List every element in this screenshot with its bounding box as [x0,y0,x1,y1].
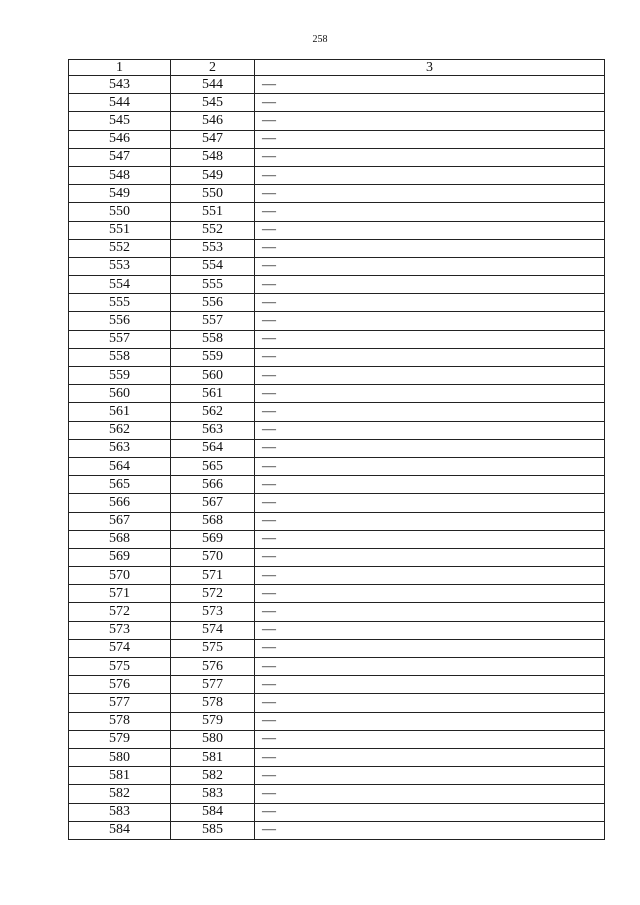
table-row [69,94,605,112]
table-cell-col3: — [255,221,605,239]
table-cell-col2: 573 [171,603,255,621]
table-cell-col1: 575 [69,658,171,676]
table-row [69,712,605,730]
table-cell-col2: 561 [171,385,255,403]
table-cell-col2: 569 [171,530,255,548]
table-cell-col1: 578 [69,712,171,730]
table-cell-col3: — [255,130,605,148]
table-cell-col2: 575 [171,639,255,657]
table-cell-col2: 578 [171,694,255,712]
table-cell-col2: 564 [171,439,255,457]
table-cell-col1: 550 [69,203,171,221]
table-row [69,476,605,494]
table-cell-col3: — [255,476,605,494]
table-cell-col3: — [255,567,605,585]
table-cell-col2: 574 [171,621,255,639]
table-cell-col3: — [255,548,605,566]
table-cell-col1: 584 [69,821,171,839]
table-cell-col2: 577 [171,676,255,694]
table-cell-col1: 551 [69,221,171,239]
table-cell-col1: 554 [69,276,171,294]
table-row [69,348,605,366]
table-cell-col1: 580 [69,748,171,766]
table-cell-col2: 556 [171,294,255,312]
table-cell-col2: 551 [171,203,255,221]
table-cell-col3: — [255,676,605,694]
table-cell-col3: — [255,730,605,748]
table-row [69,148,605,166]
table-cell-col2: 552 [171,221,255,239]
table-cell-col1: 562 [69,421,171,439]
table-cell-col3: — [255,76,605,94]
table-cell-col2: 550 [171,185,255,203]
table-cell-col3: — [255,385,605,403]
table-cell-col3: — [255,712,605,730]
table-cell-col3: — [255,658,605,676]
table-cell-col3: — [255,821,605,839]
table-cell-col3: — [255,294,605,312]
table-row [69,312,605,330]
table-row [69,421,605,439]
table-cell-col3: — [255,748,605,766]
table-cell-col2: 545 [171,94,255,112]
table-row [69,221,605,239]
table-cell-col2: 584 [171,803,255,821]
table-cell-col2: 582 [171,767,255,785]
table-cell-col1: 574 [69,639,171,657]
table-cell-col3: — [255,494,605,512]
header-cell-1: 1 [69,60,171,76]
table-cell-col3: — [255,203,605,221]
table-cell-col1: 555 [69,294,171,312]
table-row [69,294,605,312]
table-row [69,166,605,184]
table-row [69,239,605,257]
table-row [69,76,605,94]
table-row [69,567,605,585]
table-cell-col3: — [255,367,605,385]
table-cell-col2: 571 [171,567,255,585]
table-cell-col3: — [255,803,605,821]
table-cell-col3: — [255,330,605,348]
table-cell-col1: 583 [69,803,171,821]
table-cell-col2: 563 [171,421,255,439]
table-cell-col3: — [255,312,605,330]
table-row [69,494,605,512]
table-cell-col2: 568 [171,512,255,530]
table-cell-col3: — [255,257,605,275]
table-row [69,676,605,694]
table-cell-col3: — [255,112,605,130]
table-row [69,603,605,621]
table-cell-col3: — [255,621,605,639]
table-row [69,694,605,712]
table-cell-col1: 579 [69,730,171,748]
table-cell-col2: 576 [171,658,255,676]
table-cell-col2: 559 [171,348,255,366]
table-row [69,767,605,785]
table-row [69,621,605,639]
table-cell-col2: 553 [171,239,255,257]
table-cell-col1: 552 [69,239,171,257]
header-cell-2: 2 [171,60,255,76]
table-body [69,60,605,840]
page-number: 258 [312,34,328,45]
table-cell-col3: — [255,276,605,294]
table-cell-col3: — [255,439,605,457]
table-cell-col3: — [255,421,605,439]
table-row [69,403,605,421]
table-row [69,548,605,566]
table-cell-col2: 567 [171,494,255,512]
table-cell-col3: — [255,457,605,475]
table-row [69,785,605,803]
table-row [69,130,605,148]
table-cell-col3: — [255,530,605,548]
table-row [69,112,605,130]
table-cell-col1: 571 [69,585,171,603]
table-cell-col2: 570 [171,548,255,566]
table-cell-col1: 573 [69,621,171,639]
table-cell-col2: 544 [171,76,255,94]
table-row [69,803,605,821]
table-row [69,257,605,275]
table-cell-col2: 580 [171,730,255,748]
table-row [69,457,605,475]
table-row [69,530,605,548]
table-cell-col2: 583 [171,785,255,803]
table-cell-col3: — [255,694,605,712]
table-cell-col3: — [255,239,605,257]
table-cell-col1: 543 [69,76,171,94]
table-cell-col3: — [255,767,605,785]
table-cell-col3: — [255,639,605,657]
table-cell-col1: 577 [69,694,171,712]
table-cell-col2: 549 [171,166,255,184]
table-cell-col2: 566 [171,476,255,494]
table-cell-col1: 570 [69,567,171,585]
table-cell-col1: 572 [69,603,171,621]
table-cell-col2: 585 [171,821,255,839]
data-table [68,59,605,840]
table-row [69,385,605,403]
table-header-row [69,60,605,76]
table-cell-col1: 582 [69,785,171,803]
table-cell-col1: 581 [69,767,171,785]
table-cell-col3: — [255,185,605,203]
table-cell-col1: 576 [69,676,171,694]
table-row [69,748,605,766]
table-cell-col1: 559 [69,367,171,385]
table-cell-col1: 568 [69,530,171,548]
table-row [69,639,605,657]
table-cell-col2: 547 [171,130,255,148]
table-cell-col2: 555 [171,276,255,294]
table-row [69,330,605,348]
table-cell-col1: 565 [69,476,171,494]
table-cell-col2: 554 [171,257,255,275]
table-cell-col2: 581 [171,748,255,766]
table-cell-col2: 558 [171,330,255,348]
table-row [69,439,605,457]
table-row [69,821,605,839]
table-row [69,512,605,530]
table-cell-col3: — [255,403,605,421]
table-cell-col1: 556 [69,312,171,330]
table-cell-col1: 560 [69,385,171,403]
table-row [69,367,605,385]
table-cell-col1: 548 [69,166,171,184]
table-row [69,585,605,603]
table-row [69,730,605,748]
table-cell-col1: 563 [69,439,171,457]
table-cell-col1: 553 [69,257,171,275]
table-cell-col2: 572 [171,585,255,603]
table-cell-col1: 549 [69,185,171,203]
table-cell-col1: 561 [69,403,171,421]
table-row [69,276,605,294]
table-cell-col3: — [255,166,605,184]
table-cell-col3: — [255,348,605,366]
table-cell-col3: — [255,585,605,603]
table-cell-col1: 544 [69,94,171,112]
table-row [69,658,605,676]
table-cell-col1: 545 [69,112,171,130]
table-cell-col1: 546 [69,130,171,148]
table-cell-col3: — [255,94,605,112]
table-row [69,185,605,203]
table-cell-col1: 558 [69,348,171,366]
table-cell-col2: 562 [171,403,255,421]
table-row [69,203,605,221]
table-cell-col2: 565 [171,457,255,475]
table-cell-col1: 566 [69,494,171,512]
table-cell-col2: 557 [171,312,255,330]
table-cell-col2: 548 [171,148,255,166]
header-cell-3: 3 [255,60,605,76]
table-cell-col3: — [255,148,605,166]
table-cell-col3: — [255,512,605,530]
table-cell-col2: 579 [171,712,255,730]
table-cell-col2: 560 [171,367,255,385]
table-cell-col1: 564 [69,457,171,475]
table-cell-col3: — [255,603,605,621]
table-cell-col1: 569 [69,548,171,566]
table-cell-col2: 546 [171,112,255,130]
table-cell-col1: 567 [69,512,171,530]
table-cell-col1: 557 [69,330,171,348]
table-cell-col3: — [255,785,605,803]
table-cell-col1: 547 [69,148,171,166]
